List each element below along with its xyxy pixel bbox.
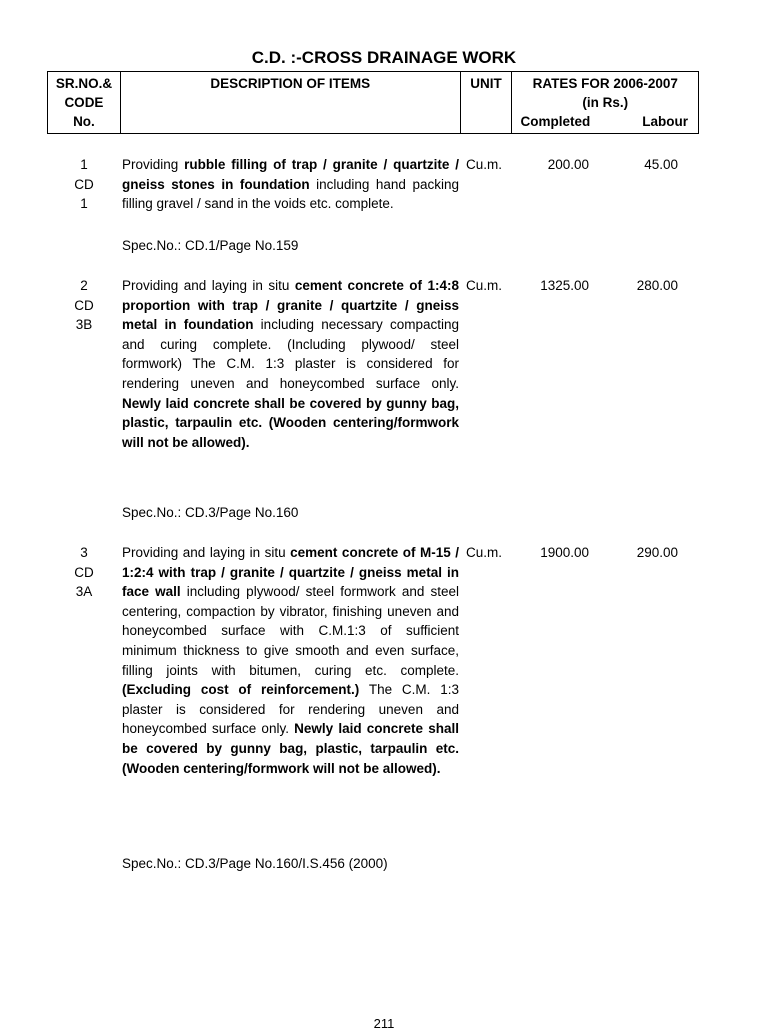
header-unit: UNIT bbox=[460, 72, 512, 134]
desc-text: The C.M. 1:3 plaster is considered for rendering uneven and honeycombed surface only. bbox=[122, 682, 459, 737]
item-spec: Spec.No.: CD.3/Page No.160 bbox=[122, 505, 299, 520]
item-sr-number: 1 bbox=[80, 157, 88, 172]
item-sr-number: 2 bbox=[80, 278, 88, 293]
header-labour: Labour bbox=[642, 114, 688, 129]
header-sr-line3: No. bbox=[73, 114, 95, 129]
item-unit: Cu.m. bbox=[466, 157, 503, 172]
desc-bold-text: (Excluding cost of reinforcement.) bbox=[122, 682, 360, 698]
item-code-prefix: CD bbox=[74, 176, 94, 192]
item-description bbox=[122, 276, 459, 452]
item-labour-rate: 290.00 bbox=[636, 545, 678, 560]
header-rates bbox=[512, 72, 699, 134]
header-sr-code bbox=[48, 72, 121, 134]
header-sr-line1: SR.NO.& bbox=[55, 76, 113, 91]
item-description bbox=[122, 543, 459, 778]
column-header-table bbox=[47, 71, 699, 134]
item-unit: Cu.m. bbox=[466, 545, 503, 560]
header-completed: Completed bbox=[520, 114, 591, 129]
desc-bold-text: cement concrete of M-15 / 1:2:4 with trap / granite / quartzite / gneiss metal in face wall bbox=[122, 545, 459, 600]
desc-bold-text: rubble filling of trap / granite / quartzite / gneiss stones in foundation bbox=[122, 157, 459, 192]
item-completed-rate: 1325.00 bbox=[540, 278, 589, 293]
item-sr-code bbox=[62, 543, 106, 602]
item-code-prefix: CD bbox=[74, 297, 94, 313]
header-sr-line2: CODE bbox=[64, 95, 104, 110]
page-title: C.D. :-CROSS DRAINAGE WORK bbox=[251, 48, 517, 67]
header-rates-unit: (in Rs.) bbox=[582, 95, 629, 110]
item-description bbox=[122, 155, 459, 214]
item-code-number: 3A bbox=[75, 584, 93, 600]
item-labour-rate: 280.00 bbox=[636, 278, 678, 293]
item-code-number: 1 bbox=[80, 196, 88, 212]
desc-text: including necessary compacting and curing complete. (Including plywood/ steel formwork) The C.M. 1:3 plaster is considered for rendering uneven and honeycombed surface only. bbox=[122, 317, 459, 391]
desc-bold-text: cement concrete of 1:4:8 proportion with trap / granite / quartzite / gneiss metal in foundation bbox=[122, 278, 459, 333]
item-completed-rate: 1900.00 bbox=[540, 545, 589, 560]
item-spec: Spec.No.: CD.1/Page No.159 bbox=[122, 238, 299, 253]
desc-text: Providing and laying in situ bbox=[122, 278, 295, 293]
item-code-prefix: CD bbox=[74, 564, 94, 580]
header-rates-title: RATES FOR 2006-2007 bbox=[532, 76, 678, 91]
desc-bold-text: Newly laid concrete shall be covered by gunny bag, plastic, tarpaulin etc. (Wooden centering/formwork will not be allowed). bbox=[122, 721, 459, 776]
desc-text: Providing and laying in situ bbox=[122, 545, 291, 560]
item-spec: Spec.No.: CD.3/Page No.160/I.S.456 (2000) bbox=[122, 856, 388, 871]
item-completed-rate: 200.00 bbox=[547, 157, 589, 172]
page-number: 211 bbox=[373, 1016, 395, 1031]
item-sr-code bbox=[62, 276, 106, 335]
desc-bold-text: Newly laid concrete shall be covered by gunny bag, plastic, tarpaulin etc. (Wooden centering/formwork will not be allowed). bbox=[122, 395, 459, 450]
item-labour-rate: 45.00 bbox=[644, 157, 678, 172]
desc-text: including hand packing filling gravel / sand in the voids etc. complete. bbox=[122, 176, 459, 212]
header-description: DESCRIPTION OF ITEMS bbox=[120, 72, 460, 134]
desc-text: Providing bbox=[122, 157, 185, 172]
item-sr-code bbox=[62, 155, 106, 214]
item-sr-number: 3 bbox=[80, 545, 88, 560]
desc-text: including plywood/ steel formwork and steel centering, compaction by vibrator, finishing uneven and honeycombed surface with C.M.1:3 of sufficient minimum thickness to give smooth and even surface, filling joints with bitumen, curing etc. complete. bbox=[122, 584, 459, 678]
item-unit: Cu.m. bbox=[466, 278, 503, 293]
item-code-number: 3B bbox=[75, 317, 93, 333]
